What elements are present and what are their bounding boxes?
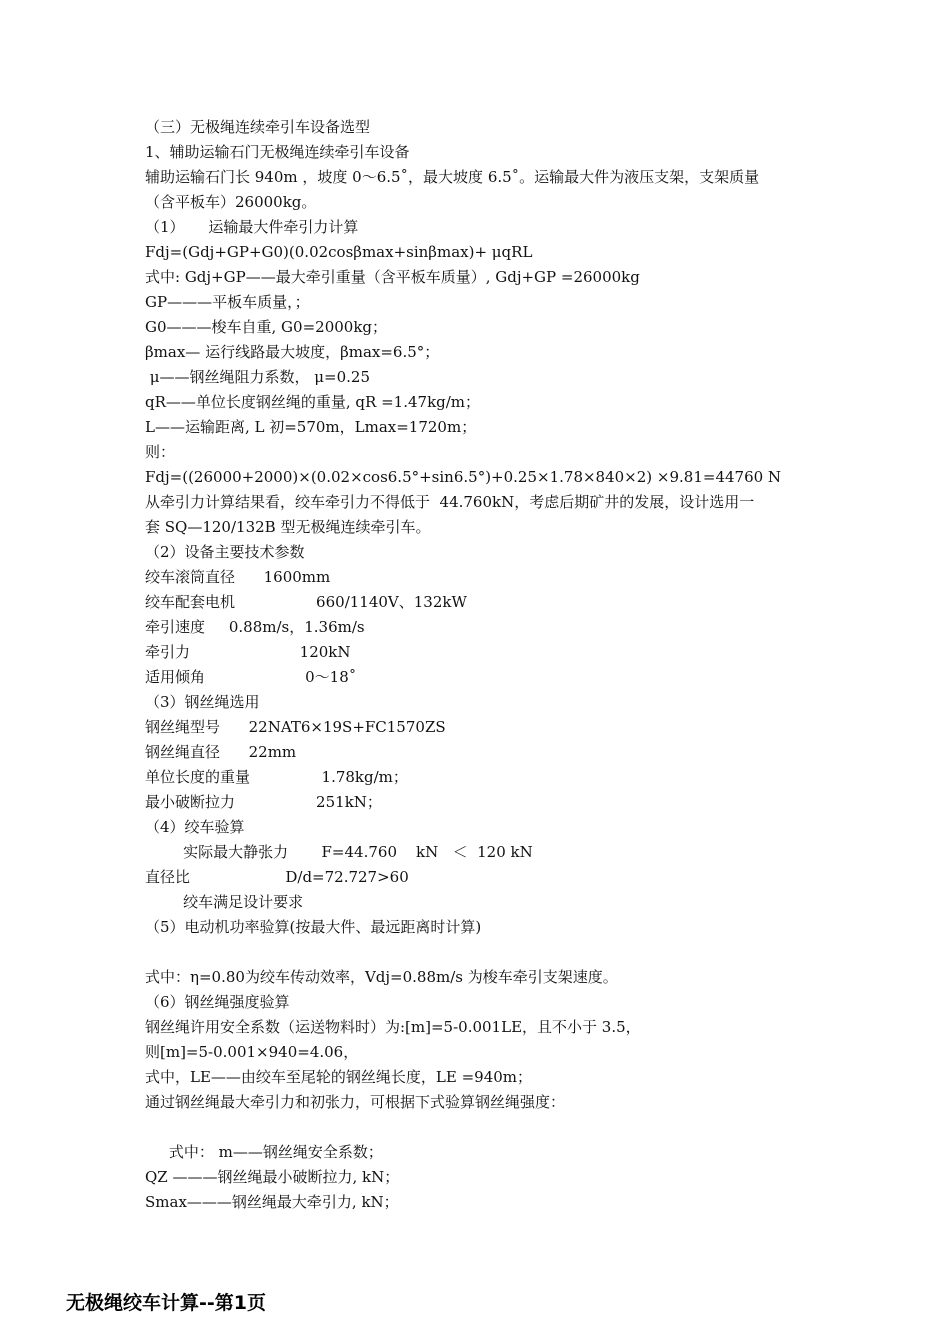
definition-line: 式中： m——钢丝绳安全系数；: [145, 1143, 383, 1161]
parameter-line: 绞车滚筒直径 1600mm: [145, 568, 331, 586]
body-text-line: 套 SQ—120/132B 型无极绳连续牵引车。: [145, 518, 431, 536]
formula-line: Fdj=(Gdj+GP+G0)(0.02cosβmax+sinβmax)+ μqRL: [145, 243, 533, 261]
item-heading: （4）绞车验算: [145, 818, 245, 836]
parameter-line: 钢丝绳型号 22NAT6×19S+FC1570ZS: [145, 718, 446, 736]
definition-line: Smax———钢丝绳最大牵引力, kN；: [145, 1193, 399, 1211]
definition-line: G0———梭车自重, G0=2000kg；: [145, 318, 388, 336]
item-heading: （6）钢丝绳强度验算: [145, 993, 290, 1011]
subsection-heading: 1、辅助运输石门无极绳连续牵引车设备: [145, 143, 410, 161]
item-heading: （1） 运输最大件牵引力计算: [145, 218, 359, 236]
definition-line: GP———平板车质量，；: [145, 293, 310, 311]
formula-line: Fdj=((26000+2000)×(0.02×cos6.5°+sin6.5°)+0.25×1.78×840×2) ×9.81=44760 N: [145, 468, 782, 486]
parameter-line: 单位长度的重量 1.78kg/m；: [145, 768, 408, 786]
parameter-line: 钢丝绳直径 22mm: [145, 743, 297, 761]
item-heading: （2）设备主要技术参数: [145, 543, 305, 561]
item-heading: （5）电动机功率验算(按最大件、最远距离时计算): [145, 918, 482, 936]
check-line: 直径比 D/d=72.727>60: [145, 868, 409, 886]
body-text-line: 从牵引力计算结果看，绞车牵引力不得低于 44.760kN，考虑后期矿井的发展，设计选用一: [145, 493, 755, 511]
body-text-line: 辅助运输石门长 940m ，坡度 0～6.5˚，最大坡度 6.5˚。运输最大件为液压支架，支架质量: [145, 168, 760, 186]
body-text-line: 则[m]=5-0.001×940=4.06，: [145, 1043, 359, 1061]
body-text-line: 则：: [145, 443, 176, 461]
definition-line: QZ ———钢丝绳最小破断拉力, kN；: [145, 1168, 400, 1186]
body-text-line: 通过钢丝绳最大牵引力和初张力，可根据下式验算钢丝绳强度：: [145, 1093, 566, 1111]
parameter-line: 最小破断拉力 251kN；: [145, 793, 382, 811]
definition-line: 式中: Gdj+GP——最大牵引重量（含平板车质量）, Gdj+GP =26000kg: [145, 268, 640, 286]
definition-line: qR——单位长度钢丝绳的重量, qR =1.47kg/m；: [145, 393, 481, 411]
body-text-line: 钢丝绳许用安全系数（运送物料时）为:[m]=5-0.001LE，且不小于 3.5，: [145, 1018, 641, 1036]
page-footer: 无极绳绞车计算--第1页: [66, 1292, 266, 1314]
definition-line: 式中，LE——由绞车至尾轮的钢丝绳长度，LE =940m；: [145, 1068, 533, 1086]
parameter-line: 牵引力 120kN: [145, 643, 351, 661]
parameter-line: 牵引速度 0.88m/s，1.36m/s: [145, 618, 365, 636]
body-text-line: （含平板车）26000kg。: [145, 193, 317, 211]
definition-line: L——运输距离, L 初=570m，Lmax=1720m；: [145, 418, 477, 436]
check-line: 实际最大静张力 F=44.760 kN ＜ 120 kN: [145, 843, 533, 861]
section-heading: （三）无极绳连续牵引车设备选型: [145, 118, 371, 136]
item-heading: （3）钢丝绳选用: [145, 693, 260, 711]
definition-line: βmax— 运行线路最大坡度，βmax=6.5°；: [145, 343, 440, 361]
parameter-line: 绞车配套电机 660/1140V、132kW: [145, 593, 467, 611]
check-line: 绞车满足设计要求: [145, 893, 304, 911]
parameter-line: 适用倾角 0～18˚: [145, 668, 357, 686]
definition-line: μ——钢丝绳阻力系数， μ=0.25: [145, 368, 371, 386]
definition-line: 式中：η=0.80为绞车传动效率，Vdj=0.88m/s 为梭车牵引支架速度。: [145, 968, 618, 986]
